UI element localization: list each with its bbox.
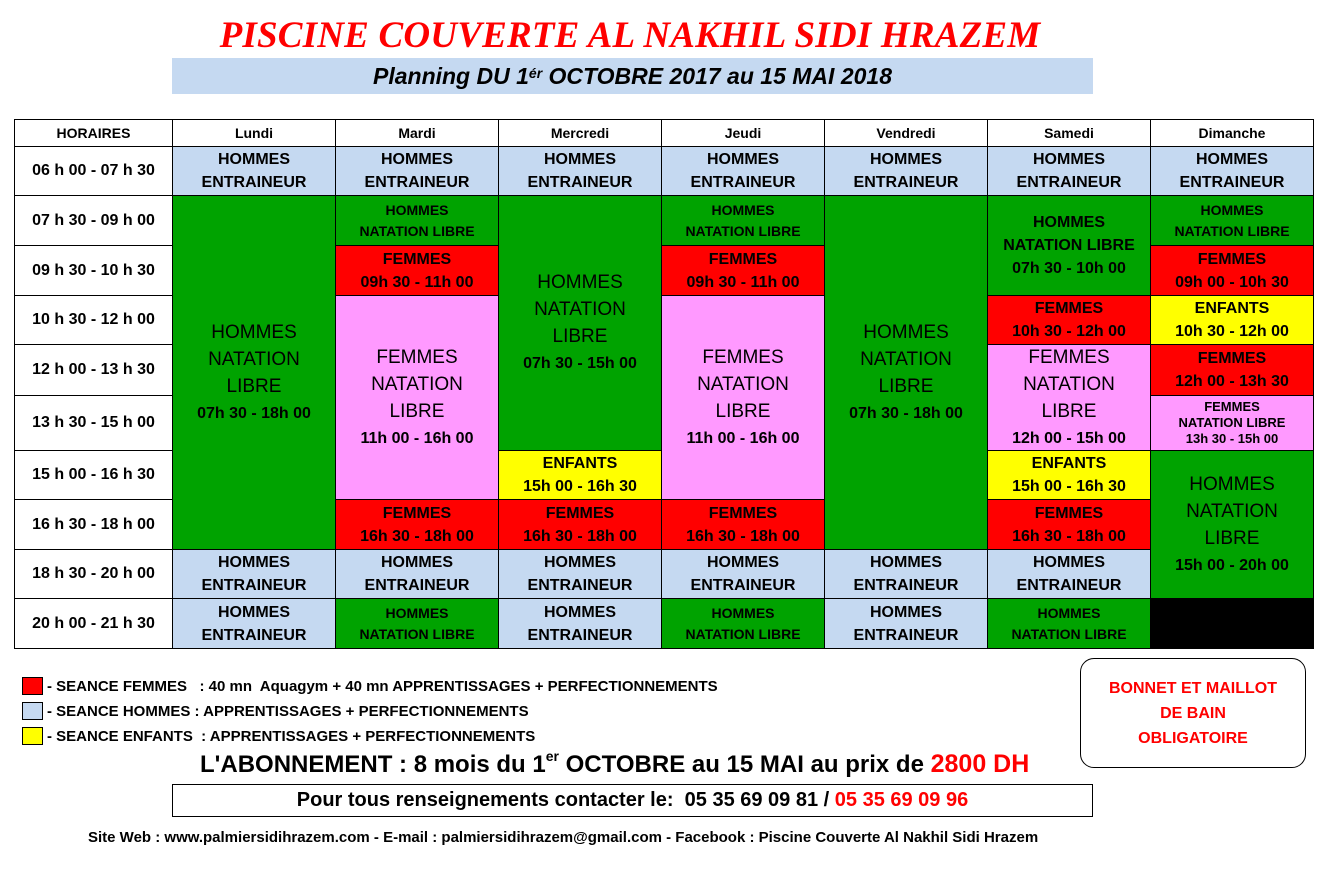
session-block-line: HOMMES [544,151,616,168]
session-block-line: ENTRAINEUR [1016,577,1122,594]
time-slot: 18 h 30 - 20 h 00 [14,549,173,599]
session-block [987,499,1151,550]
session-block [172,549,336,599]
session-block-line: 11h 00 - 16h 00 [686,429,800,447]
session-block-line: FEMMES [1034,300,1104,317]
legend-text-femmes: - SEANCE FEMMES : 40 mn Aquagym + 40 mn APPRENTISSAGES + PERFECTIONNEMENTS [47,677,718,695]
session-block-line: HOMMES [711,604,775,621]
session-block-line: NATATION [208,348,300,370]
notice-box [1080,658,1306,768]
session-block [335,549,499,599]
page-title: PISCINE COUVERTE AL NAKHIL SIDI HRAZEM [219,15,1041,56]
session-block [335,499,499,550]
session-block-line: HOMMES [707,554,779,571]
session-block [1150,195,1314,246]
session-block-line: HOMMES [863,321,949,343]
session-block-line: ENTRAINEUR [364,577,470,594]
session-block-line: FEMMES [1197,350,1267,367]
session-block-line: HOMMES [711,201,775,218]
session-block-line: ENTRAINEUR [527,174,633,191]
session-block-line: ENTRAINEUR [690,577,796,594]
session-block-line: 12h 00 - 13h 30 [1175,373,1289,390]
session-block-line: NATATION LIBRE [1011,625,1127,642]
header-day: Vendredi [824,119,988,147]
notice-line-2: DE BAIN [1160,704,1226,722]
session-block-line: ENTRAINEUR [527,577,633,594]
session-block-line: HOMMES [1189,473,1275,495]
session-block-line: FEMMES [382,250,452,268]
session-block [1150,295,1314,345]
notice-line-1: BONNET ET MAILLOT [1109,679,1277,697]
session-block [661,499,825,550]
contact-box [172,784,1093,817]
session-block-line: ENTRAINEUR [853,174,959,191]
legend-swatch-enfants [22,727,43,745]
session-block-line: HOMMES [385,604,449,621]
session-block-line: HOMMES [218,151,290,168]
session-block-line: FEMMES [382,504,452,522]
session-block-line: FEMMES [1028,346,1110,368]
session-block-line: NATATION LIBRE [685,625,801,642]
session-block-line: 16h 30 - 18h 00 [1012,527,1126,545]
session-block [1150,395,1314,451]
session-block-line: NATATION LIBRE [685,222,801,239]
session-block-line: ENTRAINEUR [853,577,959,594]
session-block [498,598,662,649]
session-block-line: ENTRAINEUR [364,174,470,191]
session-block [661,598,825,649]
session-block-line: NATATION LIBRE [1003,237,1135,254]
session-block [1150,245,1314,296]
abonnement-sup: er [545,748,559,764]
notice-line-3: OBLIGATOIRE [1138,729,1248,747]
session-block-line: NATATION [371,373,463,395]
footer: Site Web : www.palmiersidihrazem.com - E-mail : palmiersidihrazem@gmail.com - Facebook : Piscine Couverte Al Nakhil Sidi Hrazem [88,829,1039,846]
time-slot: 20 h 00 - 21 h 30 [14,598,173,649]
session-block [987,146,1151,196]
session-block-line: HOMMES [385,201,449,218]
time-slot: 15 h 00 - 16 h 30 [14,450,173,500]
session-block-line: 15h 00 - 20h 00 [1175,556,1289,574]
header-day: Jeudi [661,119,825,147]
time-slot: 07 h 30 - 09 h 00 [14,195,173,246]
session-block-line: FEMMES [708,504,778,522]
session-block [172,195,336,550]
abonnement-middle: OCTOBRE au 15 MAI au prix de [558,751,931,778]
session-block-line: HOMMES [218,603,290,621]
session-block [661,146,825,196]
session-block [987,295,1151,345]
session-block [661,549,825,599]
subtitle-suffix: OCTOBRE 2017 au 15 MAI 2018 [542,63,892,89]
session-block [335,295,499,500]
legend-enfants [22,727,535,745]
session-block-line: HOMMES [1037,604,1101,621]
session-block-line: FEMMES [1197,250,1267,268]
session-block-line: FEMMES [1204,399,1260,414]
session-block [335,245,499,296]
session-block [661,295,825,500]
session-block-line: HOMMES [870,554,942,571]
session-block-line: ENTRAINEUR [690,174,796,191]
session-block-line: 12h 00 - 15h 00 [1012,429,1126,447]
session-block-line: HOMMES [218,554,290,571]
session-block-line: FEMMES [545,504,615,522]
session-block [172,598,336,649]
time-slot: 13 h 30 - 15 h 00 [14,395,173,451]
legend-femmes [22,677,718,695]
session-block [987,195,1151,296]
session-block-line: HOMMES [381,554,453,571]
session-block-line: 11h 00 - 16h 00 [360,429,474,447]
session-block [498,549,662,599]
session-block-line: FEMMES [708,250,778,268]
session-block-line: ENTRAINEUR [853,626,959,644]
session-block-line: 10h 30 - 12h 00 [1175,323,1289,340]
session-block-line: 07h 30 - 15h 00 [523,355,637,372]
session-block-line: ENTRAINEUR [1016,174,1122,191]
session-block-line: ENTRAINEUR [201,174,307,191]
time-slot: 12 h 00 - 13 h 30 [14,344,173,396]
session-block-line: 09h 30 - 11h 00 [360,273,474,291]
header-day: Dimanche [1150,119,1314,147]
session-block-line: LIBRE [389,400,445,422]
session-block [1150,146,1314,196]
session-block-line: NATATION [1186,500,1278,522]
session-block-line: 16h 30 - 18h 00 [523,527,637,545]
session-block-line: 15h 00 - 16h 30 [523,478,637,495]
session-block [987,344,1151,451]
session-block-line: ENFANTS [542,455,618,472]
session-block-line: ENTRAINEUR [201,626,307,644]
abonnement-prefix: L'ABONNEMENT : 8 mois du 1 [200,751,546,778]
session-block-line: HOMMES [211,321,297,343]
session-block-line: FEMMES [376,346,458,368]
contact-phone-2: 05 35 69 09 96 [834,789,969,811]
session-block-line: 07h 30 - 18h 00 [849,404,963,422]
session-block [498,499,662,550]
legend-swatch-femmes [22,677,43,695]
session-block [987,598,1151,649]
session-block-line: ENFANTS [1031,455,1107,472]
header-horaires: HORAIRES [14,119,173,147]
session-block [987,549,1151,599]
session-block-line: HOMMES [544,603,616,621]
session-block [172,146,336,196]
session-block-line: NATATION LIBRE [1178,415,1286,430]
session-block-line: NATATION LIBRE [359,222,475,239]
session-block-line: HOMMES [707,151,779,168]
session-block [1150,344,1314,396]
abonnement-line [200,750,1029,779]
session-block-line: LIBRE [1204,527,1260,549]
legend-text-hommes: - SEANCE HOMMES : APPRENTISSAGES + PERFECTIONNEMENTS [47,702,529,720]
session-block-line: 16h 30 - 18h 00 [686,527,800,545]
session-block-line: NATATION LIBRE [1174,222,1290,239]
session-block-line: HOMMES [537,272,623,293]
session-block [1150,450,1314,599]
session-block-line: 13h 30 - 15h 00 [1185,431,1279,446]
session-block-line: HOMMES [1196,151,1268,168]
session-block-line: NATATION [860,348,952,370]
session-block-line: HOMMES [870,603,942,621]
session-block-line: 07h 30 - 10h 00 [1012,260,1126,277]
legend-text-enfants: - SEANCE ENFANTS : APPRENTISSAGES + PERFECTIONNEMENTS [47,727,536,745]
session-block [661,245,825,296]
session-block-line: HOMMES [1033,214,1105,231]
session-block-line: FEMMES [1034,504,1104,522]
session-block-line: ENTRAINEUR [527,626,633,644]
session-block-line: 10h 30 - 12h 00 [1012,323,1126,340]
subtitle [172,62,1093,90]
session-block-line: ENFANTS [1194,300,1270,317]
header-day: Mercredi [498,119,662,147]
contact-label: Pour tous renseignements contacter le: 05 35 69 09 81 / [296,789,835,811]
session-block [335,598,499,649]
legend-hommes [22,702,529,720]
session-block [824,598,988,649]
header-day: Lundi [172,119,336,147]
session-block [335,195,499,246]
session-block-line: NATATION LIBRE [359,625,475,642]
session-block-line: NATATION [697,373,789,395]
session-block [661,195,825,246]
session-block-line: 15h 00 - 16h 30 [1012,478,1126,495]
time-slot: 06 h 00 - 07 h 30 [14,146,173,196]
session-block-line: ENTRAINEUR [1179,174,1285,191]
session-block [987,450,1151,500]
session-block [498,450,662,500]
session-block-line: HOMMES [1033,554,1105,571]
session-block [824,146,988,196]
session-block-line: LIBRE [878,375,934,397]
session-block-line: HOMMES [1200,201,1264,218]
session-block-line: HOMMES [544,554,616,571]
session-block [498,146,662,196]
session-block-line: 09h 00 - 10h 30 [1175,273,1289,291]
session-block-line: HOMMES [1033,151,1105,168]
session-block-line: LIBRE [552,326,608,347]
abonnement-price: 2800 DH [930,750,1030,778]
session-block [498,195,662,451]
legend-swatch-hommes [22,702,43,720]
session-block-line: HOMMES [381,151,453,168]
session-block-line: LIBRE [226,375,282,397]
session-block [824,195,988,550]
session-block [335,146,499,196]
header-day: Mardi [335,119,499,147]
session-block [1150,598,1314,649]
session-block-line: 09h 30 - 11h 00 [686,273,800,291]
session-block-line: FEMMES [702,346,784,368]
session-block-line: 16h 30 - 18h 00 [360,527,474,545]
time-slot: 09 h 30 - 10 h 30 [14,245,173,296]
session-block-line: NATATION [1023,373,1115,395]
session-block-line: ENTRAINEUR [201,577,307,594]
subtitle-sup: ér [528,65,543,81]
session-block [824,549,988,599]
subtitle-prefix: Planning DU 1 [373,63,529,89]
session-block-line: NATATION [534,299,626,320]
session-block-line: LIBRE [1041,400,1097,422]
session-block-line: LIBRE [715,400,771,422]
time-slot: 10 h 30 - 12 h 00 [14,295,173,345]
time-slot: 16 h 30 - 18 h 00 [14,499,173,550]
session-block-line: HOMMES [870,151,942,168]
header-day: Samedi [987,119,1151,147]
session-block-line: 07h 30 - 18h 00 [197,404,311,422]
